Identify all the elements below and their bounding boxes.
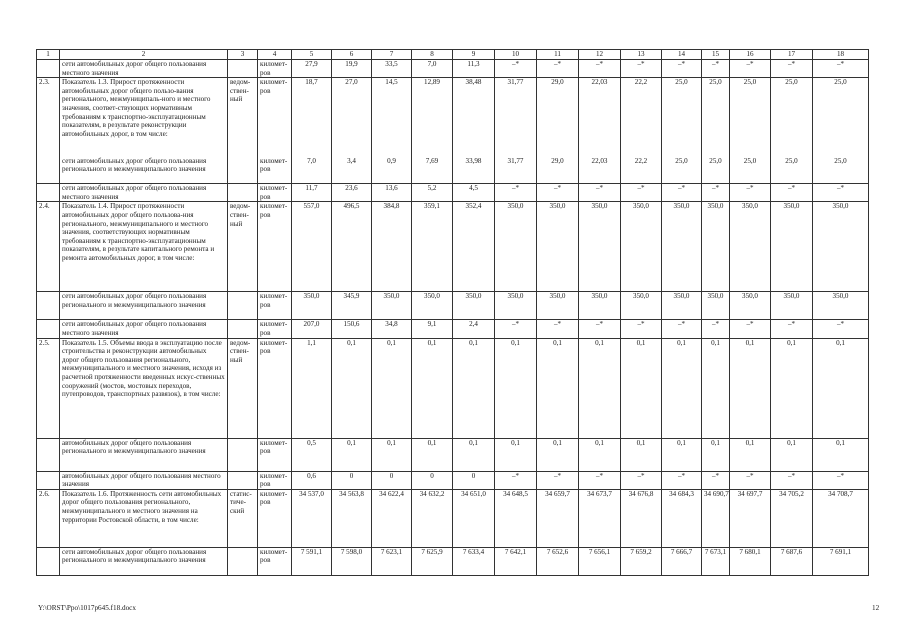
value-cell: 1,1 [292,338,332,438]
row-number [37,292,60,320]
value-cell: 3,4 [332,157,372,184]
value-cell: 352,4 [453,202,495,292]
value-cell: 0,1 [372,338,412,438]
value-cell: –* [621,471,662,489]
value-cell: 34 648,5 [495,489,537,547]
value-cell: 7 652,6 [537,547,579,575]
unit-of-measure: километ-ров [258,184,292,202]
value-cell: 34 537,0 [292,489,332,547]
table-body [37,50,869,576]
value-cell: 38,48 [453,78,495,157]
value-cell: 0,5 [292,438,332,471]
table-row [37,338,869,438]
value-cell: 31,77 [495,78,537,157]
value-cell: –* [495,184,537,202]
value-cell: –* [621,184,662,202]
value-cell: 25,0 [702,157,730,184]
value-cell: 0,1 [453,438,495,471]
value-cell: 7 625,9 [412,547,453,575]
value-cell: –* [730,471,771,489]
value-cell: 29,0 [537,157,579,184]
value-cell: –* [702,320,730,338]
value-cell: 350,0 [662,292,702,320]
value-cell: 31,77 [495,157,537,184]
value-cell: –* [730,60,771,78]
unit-of-measure: километ-ров [258,320,292,338]
value-cell: 350,0 [813,292,869,320]
column-number-17: 17 [771,50,813,60]
column-number-6: 6 [332,50,372,60]
value-cell: 7,69 [412,157,453,184]
value-cell: 7 673,1 [702,547,730,575]
value-cell: 350,0 [453,292,495,320]
indicator-name: Показатель 1.3. Прирост протяженности автомобильных дорог общего пользо-вания регионального, межмуниципаль-ного и местного значения, соответ-ствующих нормативным требованиям к транспортно-эксплуатационным показателям, в результате реконструкции автомобильных дорог, в том числе: [60,78,228,157]
value-cell: 345,9 [332,292,372,320]
value-cell: 384,8 [372,202,412,292]
table-row [37,157,869,184]
value-cell: 0,1 [813,438,869,471]
indicator-name: сети автомобильных дорог общего пользования регионального и межмуниципального значения [60,292,228,320]
value-cell: 22,2 [621,78,662,157]
value-cell: 350,0 [730,202,771,292]
value-cell: 0,1 [579,438,621,471]
value-cell: 34 673,7 [579,489,621,547]
table-row [37,60,869,78]
value-cell: 0,1 [813,338,869,438]
table-row [37,78,869,157]
value-cell: 33,98 [453,157,495,184]
document-page [36,49,868,576]
column-number-13: 13 [621,50,662,60]
footer-file-path: Y:\ORST\Ppo\1017p645.f18.docx [38,604,136,612]
value-cell: 25,0 [662,157,702,184]
indicator-type [228,184,258,202]
column-number-18: 18 [813,50,869,60]
value-cell: 22,03 [579,78,621,157]
row-number [37,320,60,338]
indicator-type: ведом-ствен-ный [228,202,258,292]
value-cell: 557,0 [292,202,332,292]
value-cell: 25,0 [730,78,771,157]
indicator-name: сети автомобильных дорог общего пользования местного значения [60,184,228,202]
table-row [37,292,869,320]
row-number [37,184,60,202]
value-cell: 22,2 [621,157,662,184]
value-cell: –* [771,320,813,338]
value-cell: 25,0 [730,157,771,184]
value-cell: 14,5 [372,78,412,157]
value-cell: 350,0 [537,292,579,320]
value-cell: –* [702,184,730,202]
value-cell: 25,0 [813,78,869,157]
value-cell: –* [579,320,621,338]
table-row [37,202,869,292]
value-cell: 350,0 [579,202,621,292]
value-cell: –* [813,320,869,338]
value-cell: 34 622,4 [372,489,412,547]
indicator-type: статис-тиче-ский [228,489,258,547]
value-cell: –* [495,471,537,489]
column-number-14: 14 [662,50,702,60]
indicator-type: ведом-ствен-ный [228,78,258,157]
column-number-7: 7 [372,50,412,60]
value-cell: 350,0 [495,292,537,320]
row-number: 2.3. [37,78,60,157]
header-row [37,50,869,60]
column-number-5: 5 [292,50,332,60]
indicator-name: автомобильных дорог общего пользования регионального и межмуниципального значения [60,438,228,471]
value-cell: 7,0 [412,60,453,78]
value-cell: –* [702,471,730,489]
value-cell: 19,9 [332,60,372,78]
value-cell: –* [537,184,579,202]
value-cell: 350,0 [702,202,730,292]
value-cell: 350,0 [292,292,332,320]
value-cell: 11,3 [453,60,495,78]
column-number-1: 1 [37,50,60,60]
column-number-11: 11 [537,50,579,60]
indicator-name: Показатель 1.4. Прирост протяженности автомобильных дорог общего пользова-ния регионального, межмуниципального и местного значения, соответствующих нормативным требованиям к транспортно-эксплуатационным показателям, в результате капитального ремонта и ремонта автомобильных дорог, в том числе: [60,202,228,292]
value-cell: 7 680,1 [730,547,771,575]
table-row [37,184,869,202]
column-number-8: 8 [412,50,453,60]
row-number: 2.6. [37,489,60,547]
column-number-16: 16 [730,50,771,60]
indicator-type: ведом-ствен-ный [228,338,258,438]
value-cell: 7 642,1 [495,547,537,575]
unit-of-measure: километ-ров [258,157,292,184]
value-cell: 0,1 [412,438,453,471]
value-cell: 350,0 [412,292,453,320]
value-cell: 34 563,8 [332,489,372,547]
unit-of-measure: километ-ров [258,471,292,489]
row-number [37,471,60,489]
value-cell: 0,1 [662,338,702,438]
unit-of-measure: километ-ров [258,292,292,320]
value-cell: 7 687,6 [771,547,813,575]
value-cell: 34 676,8 [621,489,662,547]
value-cell: 0,1 [332,338,372,438]
value-cell: 7 598,0 [332,547,372,575]
value-cell: 18,7 [292,78,332,157]
value-cell: 7 691,1 [813,547,869,575]
value-cell: –* [813,60,869,78]
value-cell: 350,0 [621,202,662,292]
value-cell: 7 656,1 [579,547,621,575]
value-cell: 0,1 [621,338,662,438]
unit-of-measure: километ-ров [258,438,292,471]
value-cell: –* [730,184,771,202]
column-number-3: 3 [228,50,258,60]
value-cell: 0,1 [453,338,495,438]
value-cell: 0 [453,471,495,489]
indicator-type [228,320,258,338]
indicator-type [228,438,258,471]
value-cell: 350,0 [771,202,813,292]
row-number [37,157,60,184]
indicator-type [228,292,258,320]
value-cell: 0,6 [292,471,332,489]
indicator-type [228,547,258,575]
value-cell: 0,1 [412,338,453,438]
column-number-4: 4 [258,50,292,60]
value-cell: –* [621,60,662,78]
indicator-name: сети автомобильных дорог общего пользования регионального и межмуниципального значения [60,157,228,184]
value-cell: 25,0 [813,157,869,184]
value-cell: –* [813,184,869,202]
value-cell: –* [662,184,702,202]
value-cell: 0,1 [332,438,372,471]
value-cell: 0,1 [702,438,730,471]
value-cell: 27,9 [292,60,332,78]
value-cell: –* [537,320,579,338]
indicator-name: автомобильных дорог общего пользования местного значения [60,471,228,489]
value-cell: –* [730,320,771,338]
value-cell: 359,1 [412,202,453,292]
value-cell: 0,9 [372,157,412,184]
value-cell: –* [771,184,813,202]
value-cell: 34 632,2 [412,489,453,547]
value-cell: 0,1 [579,338,621,438]
value-cell: 7 666,7 [662,547,702,575]
indicator-name: Показатель 1.6. Протяженность сети автомобильных дорог общего пользования регионального, межмуниципального и местного значения на территории Ростовской области, в том числе: [60,489,228,547]
value-cell: 0,1 [702,338,730,438]
value-cell: 34 697,7 [730,489,771,547]
value-cell: –* [537,60,579,78]
value-cell: 25,0 [662,78,702,157]
table-row [37,320,869,338]
table-row [37,471,869,489]
value-cell: –* [662,320,702,338]
value-cell: 0 [332,471,372,489]
value-cell: 7 659,2 [621,547,662,575]
value-cell: 34 708,7 [813,489,869,547]
value-cell: 7,0 [292,157,332,184]
value-cell: 27,0 [332,78,372,157]
column-number-10: 10 [495,50,537,60]
value-cell: 7 591,1 [292,547,332,575]
value-cell: 33,5 [372,60,412,78]
value-cell: 34 659,7 [537,489,579,547]
value-cell: 5,2 [412,184,453,202]
table-row [37,438,869,471]
value-cell: 0,1 [372,438,412,471]
value-cell: 0,1 [730,438,771,471]
indicator-name: сети автомобильных дорог общего пользования местного значения [60,60,228,78]
value-cell: 0,1 [771,438,813,471]
indicator-type [228,471,258,489]
value-cell: 7 623,1 [372,547,412,575]
column-number-15: 15 [702,50,730,60]
value-cell: –* [813,471,869,489]
value-cell: –* [579,184,621,202]
value-cell: 22,03 [579,157,621,184]
value-cell: –* [702,60,730,78]
value-cell: 34 651,0 [453,489,495,547]
row-number: 2.5. [37,338,60,438]
value-cell: 4,5 [453,184,495,202]
value-cell: 9,1 [412,320,453,338]
value-cell: 350,0 [702,292,730,320]
value-cell: 350,0 [537,202,579,292]
value-cell: 34,8 [372,320,412,338]
value-cell: –* [495,320,537,338]
value-cell: 0,1 [537,338,579,438]
value-cell: 0 [412,471,453,489]
row-number [37,547,60,575]
value-cell: 25,0 [771,78,813,157]
value-cell: 350,0 [495,202,537,292]
value-cell: 34 690,7 [702,489,730,547]
value-cell: 13,6 [372,184,412,202]
value-cell: 0,1 [495,338,537,438]
value-cell: 0,1 [621,438,662,471]
unit-of-measure: километ-ров [258,78,292,157]
value-cell: –* [495,60,537,78]
value-cell: 350,0 [771,292,813,320]
indicator-name: Показатель 1.5. Объемы ввода в эксплуатацию после строительства и реконструкции автомобильных дорог общего пользования регионального, межмуниципального и местного значения, исходя из расчетной протяженности введенных искус-ственных сооружений (мостов, мостовых переходов, путепроводов, транспортных развязок), в том числе: [60,338,228,438]
indicator-type [228,60,258,78]
value-cell: 34 684,3 [662,489,702,547]
value-cell: 0,1 [495,438,537,471]
value-cell: 25,0 [771,157,813,184]
value-cell: 12,89 [412,78,453,157]
value-cell: 0,1 [537,438,579,471]
value-cell: 0,1 [730,338,771,438]
unit-of-measure: километ-ров [258,489,292,547]
indicator-name: сети автомобильных дорог общего пользования местного значения [60,320,228,338]
value-cell: 34 705,2 [771,489,813,547]
value-cell: 350,0 [372,292,412,320]
value-cell: 2,4 [453,320,495,338]
value-cell: 7 633,4 [453,547,495,575]
table-row [37,489,869,547]
value-cell: 350,0 [662,202,702,292]
value-cell: 23,6 [332,184,372,202]
value-cell: 150,6 [332,320,372,338]
value-cell: 0 [372,471,412,489]
table-row [37,547,869,575]
footer-page-number: 12 [872,604,880,612]
value-cell: –* [771,471,813,489]
column-number-2: 2 [60,50,228,60]
value-cell: 0,1 [662,438,702,471]
value-cell: 350,0 [579,292,621,320]
row-number: 2.4. [37,202,60,292]
value-cell: –* [621,320,662,338]
indicator-type [228,157,258,184]
value-cell: –* [662,60,702,78]
row-number [37,60,60,78]
row-number [37,438,60,471]
value-cell: –* [537,471,579,489]
indicator-name: сети автомобильных дорог общего пользования регионального и межмуниципального значения [60,547,228,575]
unit-of-measure: километ-ров [258,547,292,575]
value-cell: –* [771,60,813,78]
value-cell: 25,0 [702,78,730,157]
value-cell: 0,1 [771,338,813,438]
value-cell: 350,0 [813,202,869,292]
value-cell: 350,0 [621,292,662,320]
indicators-table [36,49,869,576]
unit-of-measure: километ-ров [258,60,292,78]
value-cell: –* [579,60,621,78]
value-cell: 350,0 [730,292,771,320]
value-cell: 207,0 [292,320,332,338]
unit-of-measure: километ-ров [258,202,292,292]
value-cell: 29,0 [537,78,579,157]
column-number-12: 12 [579,50,621,60]
value-cell: 496,5 [332,202,372,292]
value-cell: –* [579,471,621,489]
column-number-9: 9 [453,50,495,60]
value-cell: 11,7 [292,184,332,202]
value-cell: –* [662,471,702,489]
unit-of-measure: километ-ров [258,338,292,438]
